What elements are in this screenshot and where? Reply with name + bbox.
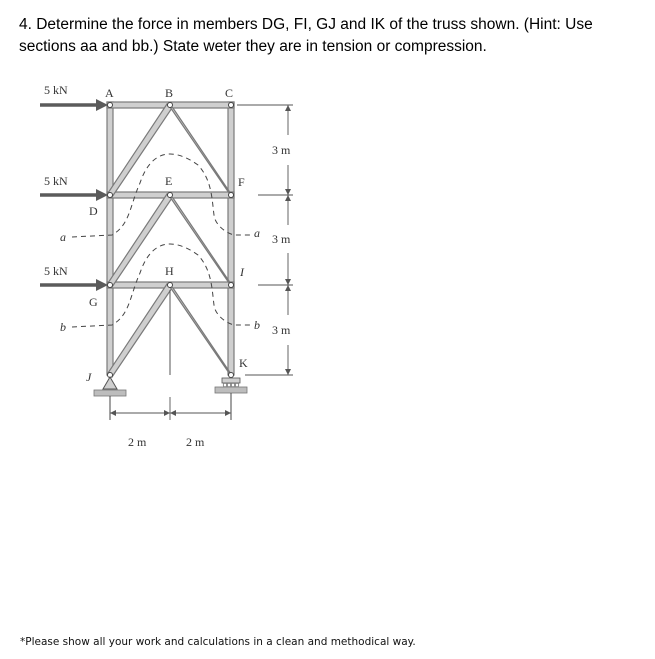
joint-label-D: D (89, 204, 98, 218)
member-left-chord (107, 102, 113, 375)
dim-height-3: 3 m (272, 323, 291, 337)
roller-support (215, 378, 247, 420)
member-EI (168, 194, 233, 287)
load-label-1: 5 kN (44, 83, 68, 97)
section-a-right: a (254, 226, 260, 240)
load-arrows (40, 99, 108, 291)
member-BF (168, 104, 233, 197)
joint-label-K: K (239, 356, 248, 370)
joint-label-A: A (105, 86, 114, 100)
load-label-2: 5 kN (44, 174, 68, 188)
joint-label-H: H (165, 264, 174, 278)
joint-label-J: J (86, 370, 92, 384)
question-text: 4. Determine the force in members DG, FI, GJ and IK of the truss shown. (Hint: Use sections aa and bb.) State weter they are in tension or compression. (19, 16, 593, 55)
joint-label-I: I (240, 265, 244, 279)
footnote-text: *Please show all your work and calculations in a clean and methodical way. (20, 636, 416, 648)
member-HK (168, 284, 233, 377)
section-a-left: a (60, 230, 66, 244)
joint-label-F: F (238, 175, 245, 189)
pin-support (94, 377, 126, 420)
joint-label-G: G (89, 295, 98, 309)
horizontal-dimension (110, 397, 231, 420)
dim-width-2: 2 m (186, 435, 205, 449)
dim-height-1: 3 m (272, 143, 291, 157)
member-JH (108, 284, 172, 377)
dim-width-1: 2 m (128, 435, 147, 449)
section-b-left: b (60, 320, 66, 334)
joint-label-E: E (165, 174, 173, 188)
member-right-chord (228, 102, 234, 375)
dim-height-2: 3 m (272, 232, 291, 246)
joint-label-B: B (165, 86, 174, 100)
section-b-right: b (254, 318, 260, 332)
truss-figure (0, 75, 340, 465)
load-label-3: 5 kN (44, 264, 68, 278)
joint-label-C: C (225, 86, 234, 100)
